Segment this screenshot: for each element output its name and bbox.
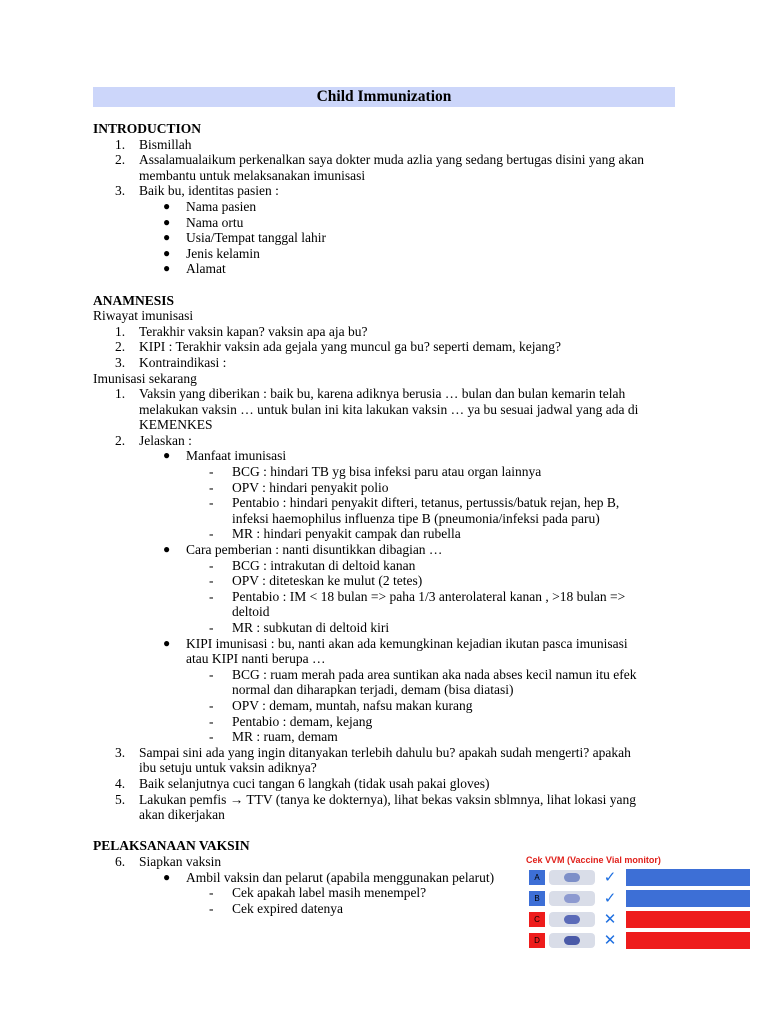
dash-item-continuation: infeksi haemophilus influenza tipe B (pneumonia/infeksi pada paru)	[232, 510, 600, 526]
vvm-letter: B	[529, 891, 545, 906]
bullet-item: ● Nama pasien	[163, 198, 257, 214]
list-item-continuation: ibu setuju untuk vaksin adiknya?	[139, 760, 317, 776]
list-item: 2. KIPI : Terakhir vaksin ada gejala yang muncul ga bu? seperti demam, kejang?	[115, 339, 562, 355]
vvm-description	[626, 869, 750, 886]
check-icon: ✓	[603, 869, 617, 886]
page-title: Child Immunization	[93, 87, 675, 107]
vvm-letter: C	[529, 912, 545, 927]
list-item-continuation: KEMENKES	[139, 417, 213, 433]
vvm-letter: A	[529, 870, 545, 885]
dash-item: - BCG : hindari TB yg bisa infeksi paru atau organ lainnya	[209, 464, 542, 480]
vial-icon	[549, 891, 595, 906]
vvm-title: Cek VVM (Vaccine Vial monitor)	[526, 855, 661, 865]
dash-item: - Cek apakah label masih menempel?	[209, 885, 427, 901]
bullet-item: ● Alamat	[163, 261, 226, 277]
dash-item: - MR : ruam, demam	[209, 729, 338, 745]
vvm-row	[526, 868, 750, 887]
bullet-item: ● Cara pemberian : nanti disuntikkan dibagian …	[163, 542, 443, 558]
subheading: Riwayat imunisasi	[93, 308, 194, 324]
dash-item-continuation: normal dan diharapkan terjadi, demam (bisa diatasi)	[232, 682, 514, 698]
vvm-description	[626, 911, 750, 928]
vvm-row	[526, 889, 750, 908]
list-item-continuation: melakukan vaksin … untuk bulan ini kita lakukan vaksin … ya bu sesuai jadwal yang ada di	[139, 401, 639, 417]
list-item: 1. Bismillah	[115, 136, 192, 152]
dash-item: - BCG : ruam merah pada area suntikan aka nada abses kecil namun itu efek	[209, 666, 637, 682]
dash-item: - OPV : diteteskan ke mulut (2 tetes)	[209, 573, 423, 589]
cross-icon: ✕	[603, 932, 617, 949]
list-item: 3. Sampai sini ada yang ingin ditanyakan terlebih dahulu bu? apakah sudah mengerti? apakah	[115, 744, 631, 760]
bullet-item: ● Ambil vaksin dan pelarut (apabila menggunakan pelarut)	[163, 869, 495, 885]
vial-icon	[549, 933, 595, 948]
pelaksanaan-heading: PELAKSANAAN VAKSIN	[93, 838, 250, 854]
list-item: 6. Siapkan vaksin	[115, 853, 222, 869]
vvm-row	[526, 910, 750, 929]
vvm-description	[626, 932, 750, 949]
bullet-item: ● Nama ortu	[163, 214, 244, 230]
dash-item: - Pentabio : IM < 18 bulan => paha 1/3 anterolateral kanan , >18 bulan =>	[209, 588, 626, 604]
list-item: 4. Baik selanjutnya cuci tangan 6 langkah (tidak usah pakai gloves)	[115, 775, 490, 791]
list-item: 2. Jelaskan :	[115, 432, 192, 448]
bullet-item: ● Manfaat imunisasi	[163, 448, 287, 464]
vvm-letter: D	[529, 933, 545, 948]
dash-item: - OPV : demam, muntah, nafsu makan kurang	[209, 697, 473, 713]
bullet-item: ● Jenis kelamin	[163, 245, 260, 261]
document-page	[93, 87, 675, 916]
dash-item: - OPV : hindari penyakit polio	[209, 479, 389, 495]
dash-item: - MR : subkutan di deltoid kiri	[209, 620, 390, 635]
list-item-continuation: membantu untuk melaksanakan imunisasi	[139, 167, 366, 183]
intro-heading: INTRODUCTION	[93, 121, 202, 136]
cross-icon: ✕	[603, 911, 617, 928]
list-item: 1. Terakhir vaksin kapan? vaksin apa aja bu?	[115, 323, 368, 339]
list-item: 3. Kontraindikasi :	[115, 354, 227, 370]
bullet-item: ● Usia/Tempat tanggal lahir	[163, 230, 327, 246]
dash-item: - Pentabio : hindari penyakit difteri, tetanus, pertussis/batuk rejan, hep B,	[209, 495, 620, 511]
vvm-row	[526, 931, 750, 950]
dash-item: - BCG : intrakutan di deltoid kanan	[209, 557, 416, 573]
vvm-description	[626, 890, 750, 907]
bullet-item-continuation: atau KIPI nanti berupa …	[186, 651, 326, 667]
dash-item: - Cek expired datenya	[209, 900, 343, 916]
vial-icon	[549, 912, 595, 927]
bullet-item: ● KIPI imunisasi : bu, nanti akan ada kemungkinan kejadian ikutan pasca imunisasi	[163, 635, 628, 651]
dash-item: - MR : hindari penyakit campak dan rubella	[209, 526, 461, 542]
list-item-continuation: akan dikerjakan	[139, 807, 225, 823]
check-icon: ✓	[603, 890, 617, 907]
vial-icon	[549, 870, 595, 885]
list-item: 1. Vaksin yang diberikan : baik bu, karena adiknya berusia … bulan dan bulan kemarin telah	[115, 386, 626, 402]
dash-item-continuation: deltoid	[232, 604, 270, 620]
anamnesis-heading: ANAMNESIS	[93, 292, 175, 308]
list-item: 5. Lakukan pemfis → TTV (tanya ke dokternya), lihat bekas vaksin sblmnya, lihat lokasi yang	[115, 791, 637, 807]
list-item: 3. Baik bu, identitas pasien :	[115, 183, 279, 199]
vvm-figure	[526, 854, 750, 954]
list-item: 2. Assalamualaikum perkenalkan saya dokter muda azlia yang sedang bertugas disini yang akan	[115, 152, 644, 168]
subheading: Imunisasi sekarang	[93, 370, 197, 386]
dash-item: - Pentabio : demam, kejang	[209, 713, 373, 729]
